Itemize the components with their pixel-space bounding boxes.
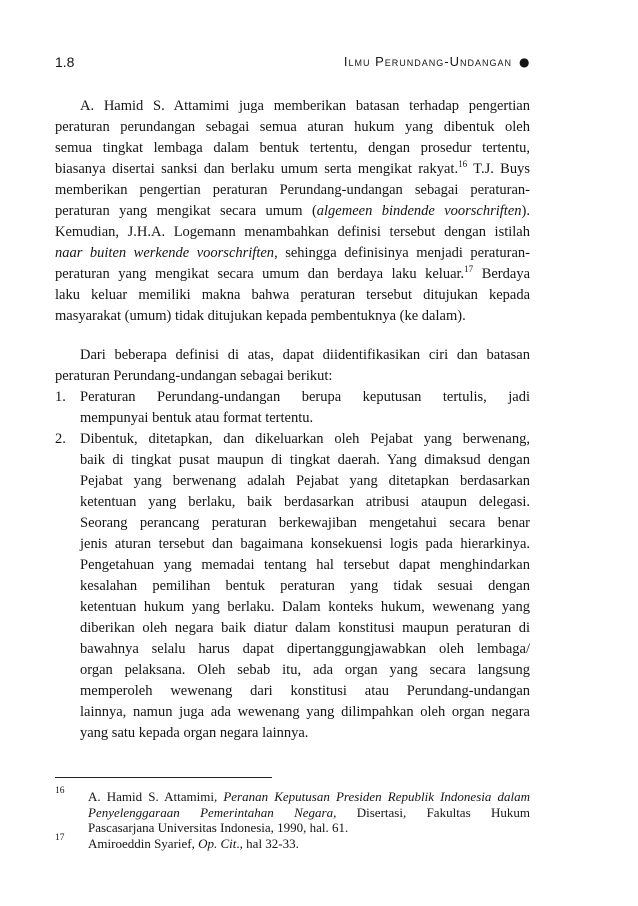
italic-term: algemeen bindende voorschriften: [316, 203, 522, 219]
text-line: kesalahan pemilihan bentuk peraturan yang tidak sesuai dengan: [80, 578, 530, 594]
running-title: Ilmu Perundang-Undangan: [343, 54, 512, 69]
footnote-number: 16: [55, 786, 65, 796]
text-line: [55, 285, 530, 306]
text-line: yang satu kepada organ negara lainnya.: [80, 725, 309, 741]
text-line: [88, 820, 530, 836]
text-segment: A. Hamid S. Attamimi juga memberikan batasan terhadap pengertian: [80, 98, 530, 114]
text-line: Peraturan Perundang-undangan berupa keputusan tertulis, jadi: [80, 389, 530, 405]
text-segment: ).: [521, 203, 530, 219]
text-line: Dari beberapa definisi di atas, dapat diidentifikasikan ciri dan batasan: [80, 347, 530, 363]
italic-title: Penyelenggaraan Pemerintahan Negara,: [88, 804, 337, 820]
text-line: [88, 789, 530, 805]
text-line: peraturan Perundang-undangan sebagai berikut:: [55, 368, 333, 384]
page-number: 1.8: [55, 54, 75, 70]
text-line: Dibentuk, ditetapkan, dan dikeluarkan oleh Pejabat yang berwenang,: [80, 431, 530, 447]
text-segment: A. Hamid S. Attamimi,: [88, 789, 224, 804]
footnote-17: [55, 832, 530, 852]
text-line: ketentuan hukum yang berlaku. Dalam konteks hukum, wewenang yang: [80, 599, 530, 615]
footnote-text: [88, 789, 530, 836]
text-line: [55, 306, 530, 327]
bullet-icon: ●: [519, 55, 530, 69]
footnotes: [55, 786, 531, 851]
text-segment: peraturan perundangan sebagai semua aturan hukum yang dibentuk oleh: [55, 119, 530, 135]
italic-term: naar buiten werkende voorschriften: [55, 245, 275, 261]
italic-abbreviation: Op. Cit: [198, 835, 237, 851]
text-line: [55, 201, 530, 222]
text-line: [55, 222, 530, 243]
footnote-text: [88, 836, 530, 852]
list-item-text: [80, 387, 530, 429]
footnote-number: 17: [55, 832, 65, 843]
text-line: [55, 264, 530, 285]
text-segment: Berdaya: [473, 266, 531, 282]
text-line: memperoleh wewenang dari konstitusi atau Perundang-undangan: [80, 683, 530, 699]
body-text: [55, 96, 530, 744]
text-segment: Disertasi, Fakultas Hukum: [336, 804, 531, 820]
text-line: [55, 96, 530, 117]
text-segment: Kemudian, J.H.A. Logemann menambahkan definisi tersebut dengan istilah: [55, 224, 530, 240]
list-item: [55, 429, 530, 744]
text-line: organ pelaksana. Oleh sebab itu, ada organ yang secara langsung: [80, 662, 530, 678]
text-line: [88, 805, 530, 821]
text-segment: memberikan pengertian peraturan Perundang-undangan sebagai peraturan-: [55, 182, 530, 198]
footnote-16: [55, 786, 531, 836]
text-line: [55, 159, 530, 180]
footnote-ref-16: 16: [458, 159, 468, 170]
text-segment: ., hal 32-33.: [236, 835, 299, 851]
paragraph-2: [55, 345, 530, 744]
paragraph-1: [55, 96, 530, 327]
text-line: lainnya, namun juga ada wewenang yang dilimpahkan oleh organ negara: [80, 704, 530, 720]
list-marker: 1.: [55, 389, 66, 405]
list-item-text: [80, 429, 530, 744]
text-line: mempunyai bentuk atau format tertentu.: [80, 410, 314, 426]
italic-title: Peranan Keputusan Presiden Republik Indonesia dalam: [223, 789, 530, 804]
list-marker: 2.: [55, 431, 66, 447]
text-line: [55, 243, 530, 264]
text-segment: semua tingkat lembaga dalam bentuk tertentu, dengan prosedur tertentu,: [55, 140, 530, 156]
text-segment: Amiroeddin Syarief,: [88, 835, 199, 851]
footnote-divider: [55, 777, 272, 778]
text-line: [55, 138, 530, 159]
text-segment: , sehingga definisinya menjadi peraturan-: [274, 245, 530, 261]
text-line: ketentuan yang berlaku, baik berdasarkan atribusi ataupun delegasi.: [80, 494, 530, 510]
list-item: [55, 387, 530, 429]
text-segment: peraturan yang mengikat secara umum dan berdaya laku keluar.: [55, 266, 465, 282]
text-line: Pengetahuan yang memadai tentang hal tersebut dapat menghindarkan: [80, 557, 530, 573]
text-line: jenis aturan tersebut dan bagaimana konsekuensi logis pada hierarkinya.: [80, 536, 530, 552]
text-segment: biasanya disertai sanksi dan berlaku umum serta mengikat rakyat.: [55, 161, 459, 177]
text-line: [55, 180, 530, 201]
text-line: baik di tingkat pusat maupun di tingkat daerah. Yang dimaksud dengan: [80, 452, 530, 468]
footnote-ref-17: 17: [464, 264, 474, 275]
text-segment: masyarakat (umum) tidak ditujukan kepada pembentuknya (ke dalam).: [55, 308, 466, 324]
text-line: bawahnya selalu harus dapat dipertanggungjawabkan oleh lembaga/: [80, 641, 530, 657]
text-line: [55, 117, 530, 138]
text-segment: T.J. Buys: [467, 161, 530, 177]
text-segment: peraturan yang mengikat secara umum (: [55, 203, 317, 219]
text-line: diberikan oleh negara baik diatur dalam konstitusi maupun peraturan di: [80, 620, 530, 636]
text-line: [88, 836, 530, 852]
text-segment: laku keluar memiliki makna bahwa peraturan tersebut ditujukan kepada: [55, 287, 530, 303]
text-line: Pejabat yang berwenang adalah Pejabat yang ditetapkan berdasarkan: [80, 473, 530, 489]
text-segment: Pascasarjana Universitas Indonesia, 1990, hal. 61.: [88, 820, 349, 835]
text-line: Seorang perancang peraturan berkewajiban mengetahui secara benar: [80, 515, 530, 531]
